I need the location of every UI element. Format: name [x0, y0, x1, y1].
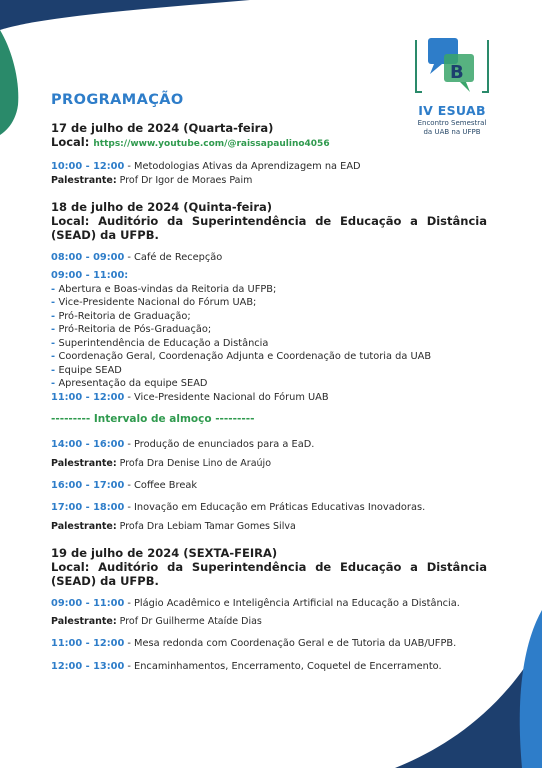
speaker-label: Palestrante: [51, 616, 117, 627]
lunch-break: --------- Intervalo de almoço --------- [51, 413, 255, 425]
day3-date: 19 de julho de 2024 (SEXTA-FEIRA) [51, 545, 278, 560]
list-item: - Apresentação da equipe SEAD [51, 378, 208, 389]
session-row [51, 501, 487, 515]
session-row [51, 251, 487, 265]
session-time: 12:00 - 13:00 [51, 660, 125, 672]
speaker-label: Palestrante: [51, 174, 117, 186]
bottom-blue-wave [520, 610, 542, 768]
day2-local: Local: Auditório da Superintendência de Educação a Distância (SEAD) da UFPB. [51, 213, 487, 242]
day3-local: Local: Auditório da Superintendência de Educação a Distância (SEAD) da UFPB. [51, 559, 487, 588]
program-content [51, 92, 487, 673]
session-title: - Café de Recepção [124, 251, 223, 263]
logo-subtitle-line2: da UAB na UFPB [423, 127, 481, 136]
list-item: - Pró-Reitoria de Graduação; [51, 310, 191, 322]
day1-local [51, 135, 487, 151]
session-time: 09:00 - 11:00 [51, 597, 125, 609]
session-speaker [51, 457, 487, 470]
speaker-name: Profa Dra Lebiam Tamar Gomes Silva [116, 520, 296, 532]
page-title: PROGRAMAÇÃO [51, 92, 184, 108]
session-title: - Encaminhamentos, Encerramento, Coquetel de Encerramento. [124, 660, 442, 672]
speech-bubbles-logo-icon [410, 36, 494, 100]
session-title: - Mesa redonda com Coordenação Geral e de Tutoria da UAB/UFPB. [124, 638, 457, 649]
top-navy-wave [0, 0, 250, 30]
day1-date: 17 de julho de 2024 (Quarta-feira) [51, 121, 274, 135]
speaker-name: Prof Dr Guilherme Ataíde Dias [116, 616, 262, 627]
session-row [51, 597, 487, 611]
speaker-label: Palestrante: [51, 520, 117, 532]
session-row [51, 160, 487, 174]
session-row [51, 391, 487, 405]
session-row [51, 637, 487, 651]
speaker-label: Palestrante: [51, 457, 117, 469]
list-item: - Abertura e Boas-vindas da Reitoria da UFPB; [51, 283, 277, 295]
session-title: - Produção de enunciados para a EaD. [124, 439, 315, 450]
logo-subtitle-line1: Encontro Semestral [417, 119, 487, 127]
list-item: - Superintendência de Educação a Distância [51, 337, 269, 349]
session-time: 14:00 - 16:00 [51, 439, 125, 450]
session-time: 09:00 - 11:00: [51, 270, 129, 281]
session-speaker [51, 174, 487, 187]
session-title: - Inovação em Educação em Práticas Educativas Inovadoras. [124, 502, 426, 513]
session-row [51, 660, 487, 674]
list-item: - Vice-Presidente Nacional do Fórum UAB; [51, 297, 257, 308]
speaker-name: Profa Dra Denise Lino de Araújo [116, 457, 272, 469]
top-green-wave [0, 30, 18, 135]
session-title: - Vice-Presidente Nacional do Fórum UAB [124, 391, 329, 403]
speaker-name: Prof Dr Igor de Moraes Paim [116, 174, 253, 186]
logo-title: IV ESUAB [418, 103, 486, 118]
session-time: 10:00 - 12:00 [51, 161, 125, 172]
session-time: 11:00 - 12:00 [51, 391, 125, 403]
list-item: - Equipe SEAD [51, 364, 122, 376]
session-speaker [51, 615, 487, 628]
session-time: 11:00 - 12:00 [51, 638, 125, 649]
session-time: 17:00 - 18:00 [51, 502, 125, 513]
session-title: - Plágio Acadêmico e Inteligência Artificial na Educação a Distância. [124, 597, 460, 609]
session-speaker [51, 520, 487, 533]
session-title: - Metodologias Ativas da Aprendizagem na EAD [124, 161, 361, 172]
session-time: 16:00 - 17:00 [51, 479, 125, 491]
list-item: - Pró-Reitoria de Pós-Graduação; [51, 324, 212, 335]
day2-date: 18 de julho de 2024 (Quinta-feira) [51, 199, 273, 214]
session-row [51, 479, 487, 493]
agenda-list [51, 283, 487, 391]
day1-local-label: Local: [51, 135, 90, 149]
session-row [51, 438, 487, 452]
svg-text:B: B [450, 62, 464, 83]
day1-youtube-link[interactable]: https://www.youtube.com/@raissapaulino4056 [93, 139, 330, 149]
list-item: - Coordenação Geral, Coordenação Adjunta e Coordenação de tutoria da UAB [51, 351, 432, 362]
session-title: - Coffee Break [124, 479, 198, 491]
session-time: 08:00 - 09:00 [51, 251, 125, 263]
